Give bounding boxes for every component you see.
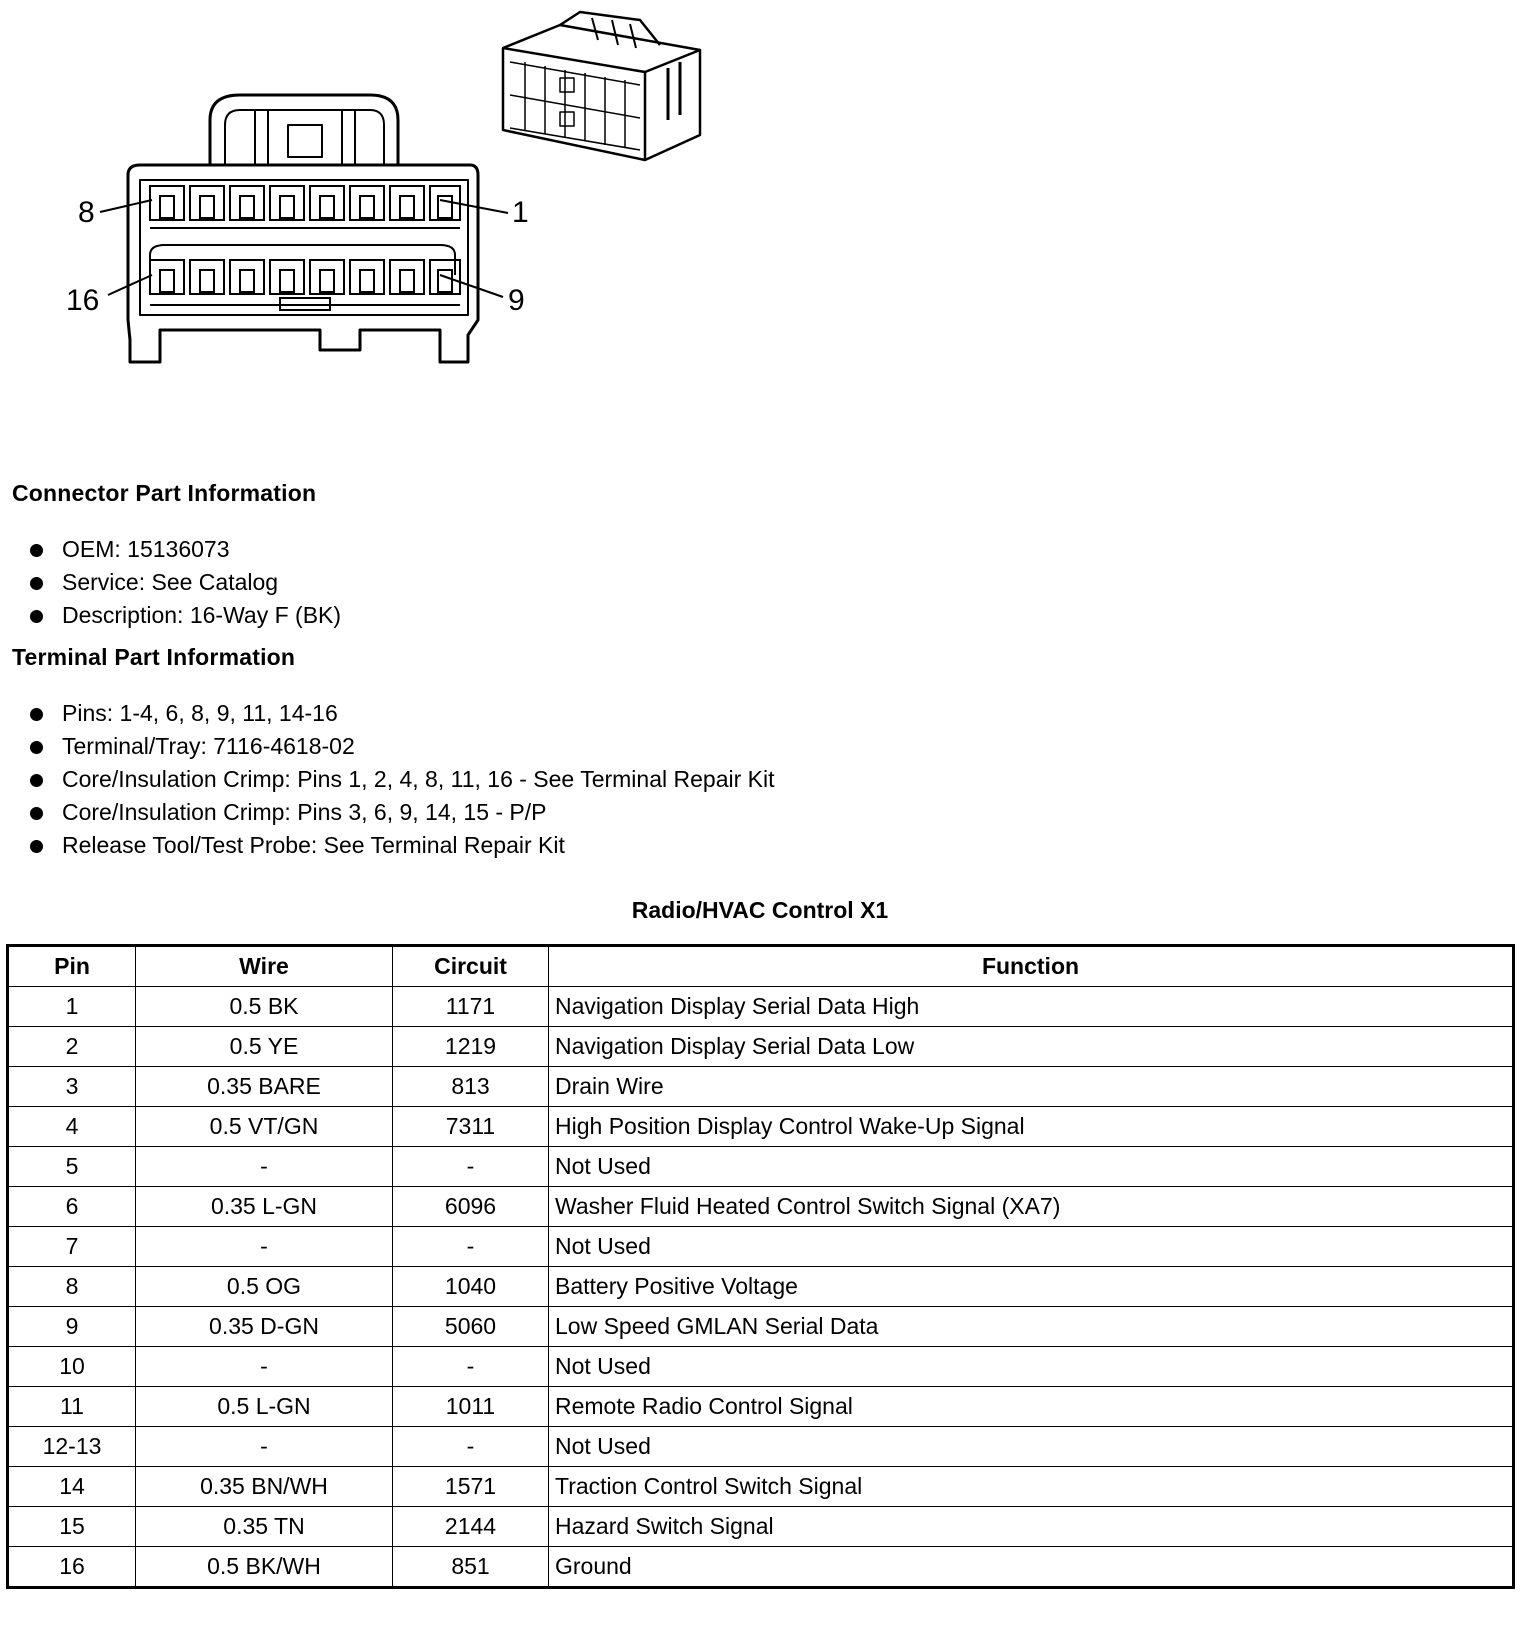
pin-cell: 6 (8, 1187, 136, 1227)
pinout-table (6, 944, 1515, 1589)
wire-cell: - (136, 1347, 393, 1387)
table-header-row (8, 946, 1514, 987)
column-header-circuit: Circuit (393, 946, 549, 987)
function-cell: Low Speed GMLAN Serial Data (549, 1307, 1514, 1347)
circuit-cell: - (393, 1227, 549, 1267)
pin-cell: 11 (8, 1387, 136, 1427)
function-cell: Ground (549, 1547, 1514, 1588)
wire-cell: 0.35 BN/WH (136, 1467, 393, 1507)
terminal-info-heading: Terminal Part Information (12, 644, 296, 670)
list-item: Pins: 1-4, 6, 8, 9, 11, 14-16 (30, 697, 774, 730)
list-item: Core/Insulation Crimp: Pins 1, 2, 4, 8, 11, 16 - See Terminal Repair Kit (30, 763, 774, 796)
pin-cell: 9 (8, 1307, 136, 1347)
table-row (8, 1267, 1514, 1307)
table-row (8, 1467, 1514, 1507)
pin-label-top-right: 1 (512, 196, 529, 229)
connector-latch (210, 95, 398, 165)
circuit-cell: 813 (393, 1067, 549, 1107)
wire-cell: 0.5 L-GN (136, 1387, 393, 1427)
function-cell: Not Used (549, 1347, 1514, 1387)
list-item: OEM: 15136073 (30, 533, 341, 566)
pin-cell: 15 (8, 1507, 136, 1547)
pin-cell: 4 (8, 1107, 136, 1147)
table-row (8, 1067, 1514, 1107)
table-title: Radio/HVAC Control X1 (631, 897, 889, 923)
connector-isometric-view (503, 12, 700, 160)
circuit-cell: - (393, 1147, 549, 1187)
function-cell: Hazard Switch Signal (549, 1507, 1514, 1547)
pin-cell: 3 (8, 1067, 136, 1107)
wire-cell: - (136, 1147, 393, 1187)
column-header-function: Function (549, 946, 1514, 987)
wire-cell: - (136, 1227, 393, 1267)
wire-cell: 0.35 BARE (136, 1067, 393, 1107)
pin-cell: 8 (8, 1267, 136, 1307)
table-row (8, 1147, 1514, 1187)
function-cell: Washer Fluid Heated Control Switch Signal (XA7) (549, 1187, 1514, 1227)
wire-cell: 0.5 BK (136, 987, 393, 1027)
circuit-cell: 1040 (393, 1267, 549, 1307)
column-header-wire: Wire (136, 946, 393, 987)
function-cell: Navigation Display Serial Data High (549, 987, 1514, 1027)
function-cell: Navigation Display Serial Data Low (549, 1027, 1514, 1067)
wire-cell: 0.5 YE (136, 1027, 393, 1067)
pin-cell: 10 (8, 1347, 136, 1387)
table-row (8, 1347, 1514, 1387)
circuit-cell: 1171 (393, 987, 549, 1027)
list-item: Service: See Catalog (30, 566, 341, 599)
circuit-cell: 5060 (393, 1307, 549, 1347)
column-header-pin: Pin (8, 946, 136, 987)
circuit-cell: 7311 (393, 1107, 549, 1147)
table-row (8, 1227, 1514, 1267)
circuit-cell: 6096 (393, 1187, 549, 1227)
connector-diagram (0, 0, 760, 380)
list-item: Terminal/Tray: 7116-4618-02 (30, 730, 774, 763)
circuit-cell: 1011 (393, 1387, 549, 1427)
pin-cell: 14 (8, 1467, 136, 1507)
pin-cell: 2 (8, 1027, 136, 1067)
circuit-cell: 2144 (393, 1507, 549, 1547)
function-cell: Not Used (549, 1427, 1514, 1467)
pin-cell: 12-13 (8, 1427, 136, 1467)
table-row (8, 1307, 1514, 1347)
table-row (8, 1427, 1514, 1467)
terminal-info-list (30, 697, 774, 862)
wire-cell: 0.35 D-GN (136, 1307, 393, 1347)
pin-label-top-left: 8 (78, 196, 95, 229)
table-row (8, 1387, 1514, 1427)
cavity-row-top (150, 186, 460, 220)
pin-label-bottom-left: 16 (66, 284, 100, 317)
table-row (8, 987, 1514, 1027)
function-cell: Not Used (549, 1227, 1514, 1267)
wire-cell: 0.5 OG (136, 1267, 393, 1307)
circuit-cell: 1219 (393, 1027, 549, 1067)
circuit-cell: 851 (393, 1547, 549, 1588)
list-item: Release Tool/Test Probe: See Terminal Repair Kit (30, 829, 774, 862)
pin-cell: 5 (8, 1147, 136, 1187)
wire-cell: 0.5 BK/WH (136, 1547, 393, 1588)
function-cell: Battery Positive Voltage (549, 1267, 1514, 1307)
cavity-row-bottom (150, 260, 460, 294)
pin-cell: 7 (8, 1227, 136, 1267)
circuit-cell: - (393, 1427, 549, 1467)
function-cell: Not Used (549, 1147, 1514, 1187)
function-cell: High Position Display Control Wake-Up Signal (549, 1107, 1514, 1147)
pin-cell: 16 (8, 1547, 136, 1588)
wire-cell: 0.5 VT/GN (136, 1107, 393, 1147)
table-row (8, 1027, 1514, 1067)
connector-info-list (30, 533, 341, 632)
wire-cell: 0.35 TN (136, 1507, 393, 1547)
pin-cell: 1 (8, 987, 136, 1027)
circuit-cell: 1571 (393, 1467, 549, 1507)
table-row (8, 1107, 1514, 1147)
table-row (8, 1187, 1514, 1227)
function-cell: Traction Control Switch Signal (549, 1467, 1514, 1507)
wire-cell: - (136, 1427, 393, 1467)
table-row (8, 1507, 1514, 1547)
list-item: Core/Insulation Crimp: Pins 3, 6, 9, 14, 15 - P/P (30, 796, 774, 829)
list-item: Description: 16-Way F (BK) (30, 599, 341, 632)
function-cell: Drain Wire (549, 1067, 1514, 1107)
circuit-cell: - (393, 1347, 549, 1387)
connector-info-heading: Connector Part Information (12, 480, 317, 506)
pin-label-bottom-right: 9 (508, 284, 525, 317)
wire-cell: 0.35 L-GN (136, 1187, 393, 1227)
table-row (8, 1547, 1514, 1588)
function-cell: Remote Radio Control Signal (549, 1387, 1514, 1427)
